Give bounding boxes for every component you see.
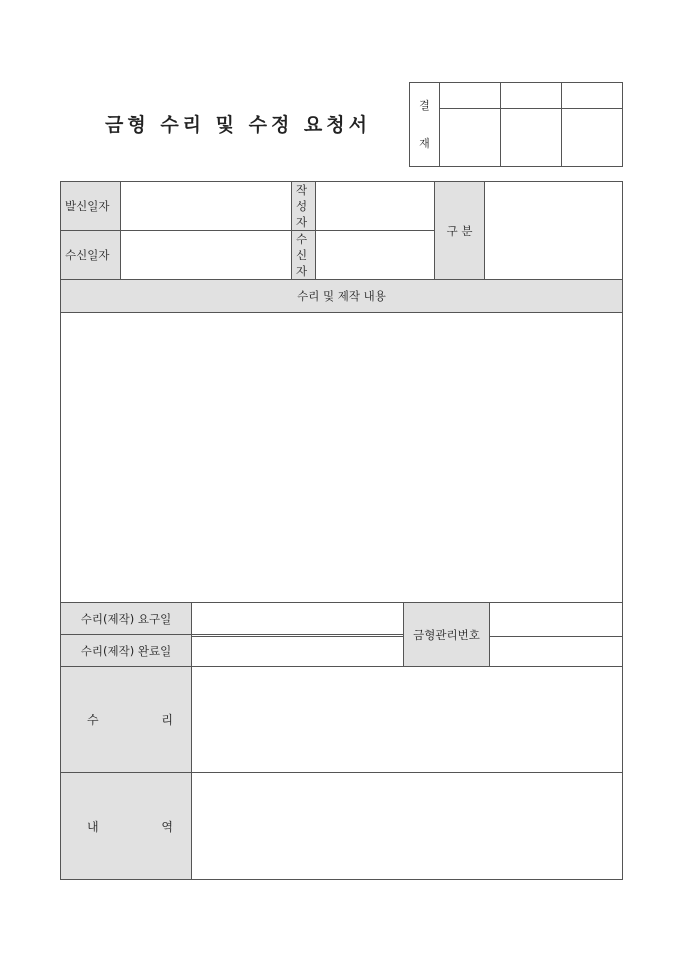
complete-date-label: 수리(제작) 완료일 [61,635,192,667]
receiver-value[interactable] [316,231,435,280]
content-area[interactable] [61,313,623,637]
approval-label-top: 결 [419,98,430,112]
approval-label [410,83,440,167]
category-label: 구 분 [435,182,485,280]
approval-box [409,82,623,167]
author-value[interactable] [316,182,435,231]
author-label: 작성자 [292,182,316,231]
category-value[interactable] [485,182,623,280]
complete-date-value[interactable] [192,635,404,667]
schedule-history-form [60,602,623,880]
repair-value[interactable] [192,667,623,773]
document-title: 금형 수리 및 수정 요청서 [105,114,371,136]
repair-label-left: 수 [87,713,99,727]
request-form [60,181,623,637]
mold-number-label: 금형관리번호 [404,603,490,667]
send-date-value[interactable] [121,182,292,231]
content-section-label: 수리 및 제작 내용 [61,280,623,313]
repair-label [61,667,192,773]
receiver-label: 수신자 [292,231,316,280]
send-date-label: 발신일자 [61,182,121,231]
approval-role-2 [501,83,562,109]
detail-label-right: 역 [161,819,173,834]
approval-signature-3[interactable] [562,109,623,167]
approval-signature-1[interactable] [440,109,501,167]
approval-label-bottom: 재 [419,136,430,150]
receive-date-label: 수신일자 [61,231,121,280]
detail-label-left: 내 [87,819,99,834]
request-date-label: 수리(제작) 요구일 [61,603,192,635]
request-date-value[interactable] [192,603,404,635]
detail-value[interactable] [192,773,623,880]
receive-date-value[interactable] [121,231,292,280]
approval-role-1 [440,83,501,109]
approval-signature-2[interactable] [501,109,562,167]
approval-role-3 [562,83,623,109]
detail-label [61,773,192,880]
mold-number-value[interactable] [490,603,623,667]
repair-label-right: 리 [161,713,173,727]
